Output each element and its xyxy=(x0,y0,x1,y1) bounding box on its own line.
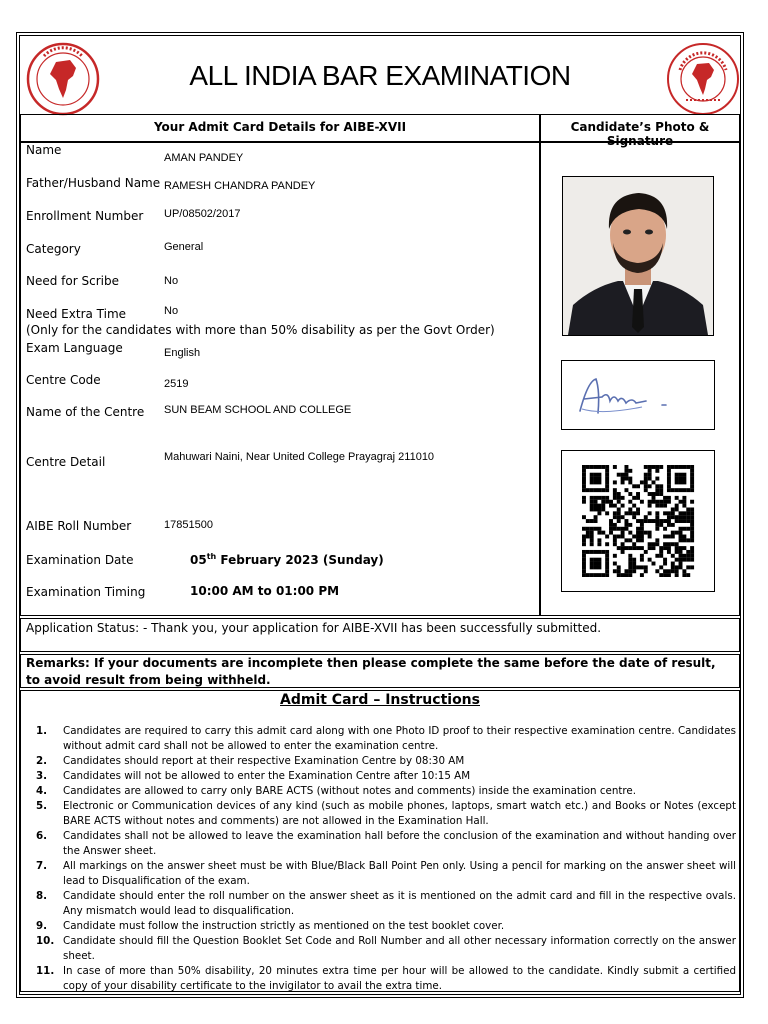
centre-detail-value: Mahuwari Naini, Near United College Prayagraj 211010 xyxy=(164,451,435,463)
name-label: Name xyxy=(26,143,62,157)
instruction-item xyxy=(28,889,736,919)
exam-language-value: English xyxy=(164,347,201,359)
instruction-number: 8. xyxy=(36,890,48,902)
instruction-number: 2. xyxy=(36,755,48,767)
exam-date-label: Examination Date xyxy=(26,553,134,567)
instructions-title: Admit Card – Instructions xyxy=(280,692,480,708)
centre-name-value: SUN BEAM SCHOOL AND COLLEGE xyxy=(164,404,352,416)
instruction-item xyxy=(28,829,736,859)
page-title: ALL INDIA BAR EXAMINATION xyxy=(189,60,571,91)
instruction-text: Candidate must follow the instruction strictly as mentioned on the test booklet cover. xyxy=(63,920,505,932)
instruction-item xyxy=(28,859,736,889)
enrollment-label: Enrollment Number xyxy=(26,209,144,223)
father-name-label: Father/Husband Name xyxy=(26,176,161,190)
remarks-text: Remarks: If your documents are incomplete then please complete the same before the date of result, to avoid result from being withheld. xyxy=(26,656,716,687)
instruction-text: Candidates shall not be allowed to leave the examination hall before the conclusion of the examination and without handing over the Answer sheet. xyxy=(63,830,736,857)
signature-icon xyxy=(562,361,714,429)
centre-detail-label: Centre Detail xyxy=(26,455,106,469)
instruction-item xyxy=(28,784,736,799)
exam-timing-label: Examination Timing xyxy=(26,585,146,599)
instruction-number: 11. xyxy=(36,965,55,977)
extra-time-label: Need Extra Time xyxy=(26,307,127,321)
enrollment-value: UP/08502/2017 xyxy=(164,208,241,220)
instruction-item xyxy=(28,769,736,784)
instruction-number: 7. xyxy=(36,860,48,872)
photo-section-title: Candidate’s Photo & Signature xyxy=(570,120,710,148)
roll-number-label: AIBE Roll Number xyxy=(26,519,132,533)
candidate-photo xyxy=(562,176,714,336)
instruction-text: In case of more than 50% disability, 20 minutes extra time per hour will be allowed to the candidate. Kindly submit a certified copy of your disability certificate to the invigilator to avail the extra time. xyxy=(63,965,736,992)
instruction-number: 1. xyxy=(36,725,48,737)
exam-date-day: 05 xyxy=(190,553,207,567)
bar-council-emblem-right-icon xyxy=(666,42,740,116)
instruction-item xyxy=(28,754,736,769)
instruction-text: Candidate should enter the roll number on the answer sheet as it is mentioned on the admit card and fill in the respective ovals. Any mismatch would lead to disqualification. xyxy=(63,890,736,917)
extra-time-note: (Only for the candidates with more than 50% disability as per the Govt Order) xyxy=(26,323,495,337)
instruction-text: Candidates are required to carry this admit card along with one Photo ID proof to their respective examination centre. Candidates without admit card shall not be allowed to enter the examination centre. xyxy=(63,725,736,752)
scribe-value: No xyxy=(164,275,179,287)
qr-code xyxy=(561,450,715,592)
centre-code-value: 2519 xyxy=(164,378,189,390)
instruction-text: Candidates are allowed to carry only BARE ACTS (without notes and comments) inside the examination centre. xyxy=(63,785,637,797)
category-label: Category xyxy=(26,242,81,256)
name-value: AMAN PANDEY xyxy=(164,152,244,164)
instructions-list xyxy=(28,724,736,994)
qr-code-icon xyxy=(579,465,697,577)
application-status-text: Application Status: - Thank you, your application for AIBE-XVII has been successfully submitted. xyxy=(26,621,602,635)
details-section-title: Your Admit Card Details for AIBE-XVII xyxy=(153,120,407,134)
instruction-text: All markings on the answer sheet must be with Blue/Black Ball Point Pen only. Using a pencil for marking on the answer sheet will lead to Disqualification of the exam. xyxy=(63,860,736,887)
centre-code-label: Centre Code xyxy=(26,373,101,387)
instruction-item xyxy=(28,964,736,994)
instruction-text: Candidates should report at their respective Examination Centre by 08:30 AM xyxy=(63,755,465,767)
exam-date-value xyxy=(190,552,384,567)
instruction-number: 3. xyxy=(36,770,48,782)
category-value: General xyxy=(164,241,204,253)
instruction-text: Candidate should fill the Question Booklet Set Code and Roll Number and all other necessary information correctly on the answer sheet. xyxy=(63,935,736,962)
exam-date-rest: February 2023 (Sunday) xyxy=(216,553,384,567)
extra-time-value: No xyxy=(164,305,179,317)
roll-number-value: 17851500 xyxy=(164,519,213,531)
exam-timing-value: 10:00 AM to 01:00 PM xyxy=(190,584,340,598)
instruction-number: 4. xyxy=(36,785,48,797)
father-name-value: RAMESH CHANDRA PANDEY xyxy=(164,180,316,192)
instruction-number: 6. xyxy=(36,830,48,842)
bar-council-emblem-left-icon xyxy=(26,42,100,116)
instruction-item xyxy=(28,919,736,934)
instruction-item xyxy=(28,934,736,964)
exam-language-label: Exam Language xyxy=(26,341,123,355)
candidate-signature xyxy=(561,360,715,430)
centre-name-label: Name of the Centre xyxy=(26,405,145,419)
candidate-portrait-icon xyxy=(563,177,713,335)
instruction-number: 10. xyxy=(36,935,55,947)
instruction-item xyxy=(28,799,736,829)
instruction-text: Electronic or Communication devices of any kind (such as mobile phones, laptops, smart watch etc.) and Books or Notes (except BARE ACTS without notes and comments) are not allowed in the Examination Hall. xyxy=(63,800,736,827)
instruction-number: 9. xyxy=(36,920,48,932)
instruction-item xyxy=(28,724,736,754)
instruction-text: Candidates will not be allowed to enter the Examination Centre after 10:15 AM xyxy=(63,770,471,782)
instruction-number: 5. xyxy=(36,800,48,812)
exam-date-ordinal: th xyxy=(206,552,217,561)
scribe-label: Need for Scribe xyxy=(26,274,119,288)
